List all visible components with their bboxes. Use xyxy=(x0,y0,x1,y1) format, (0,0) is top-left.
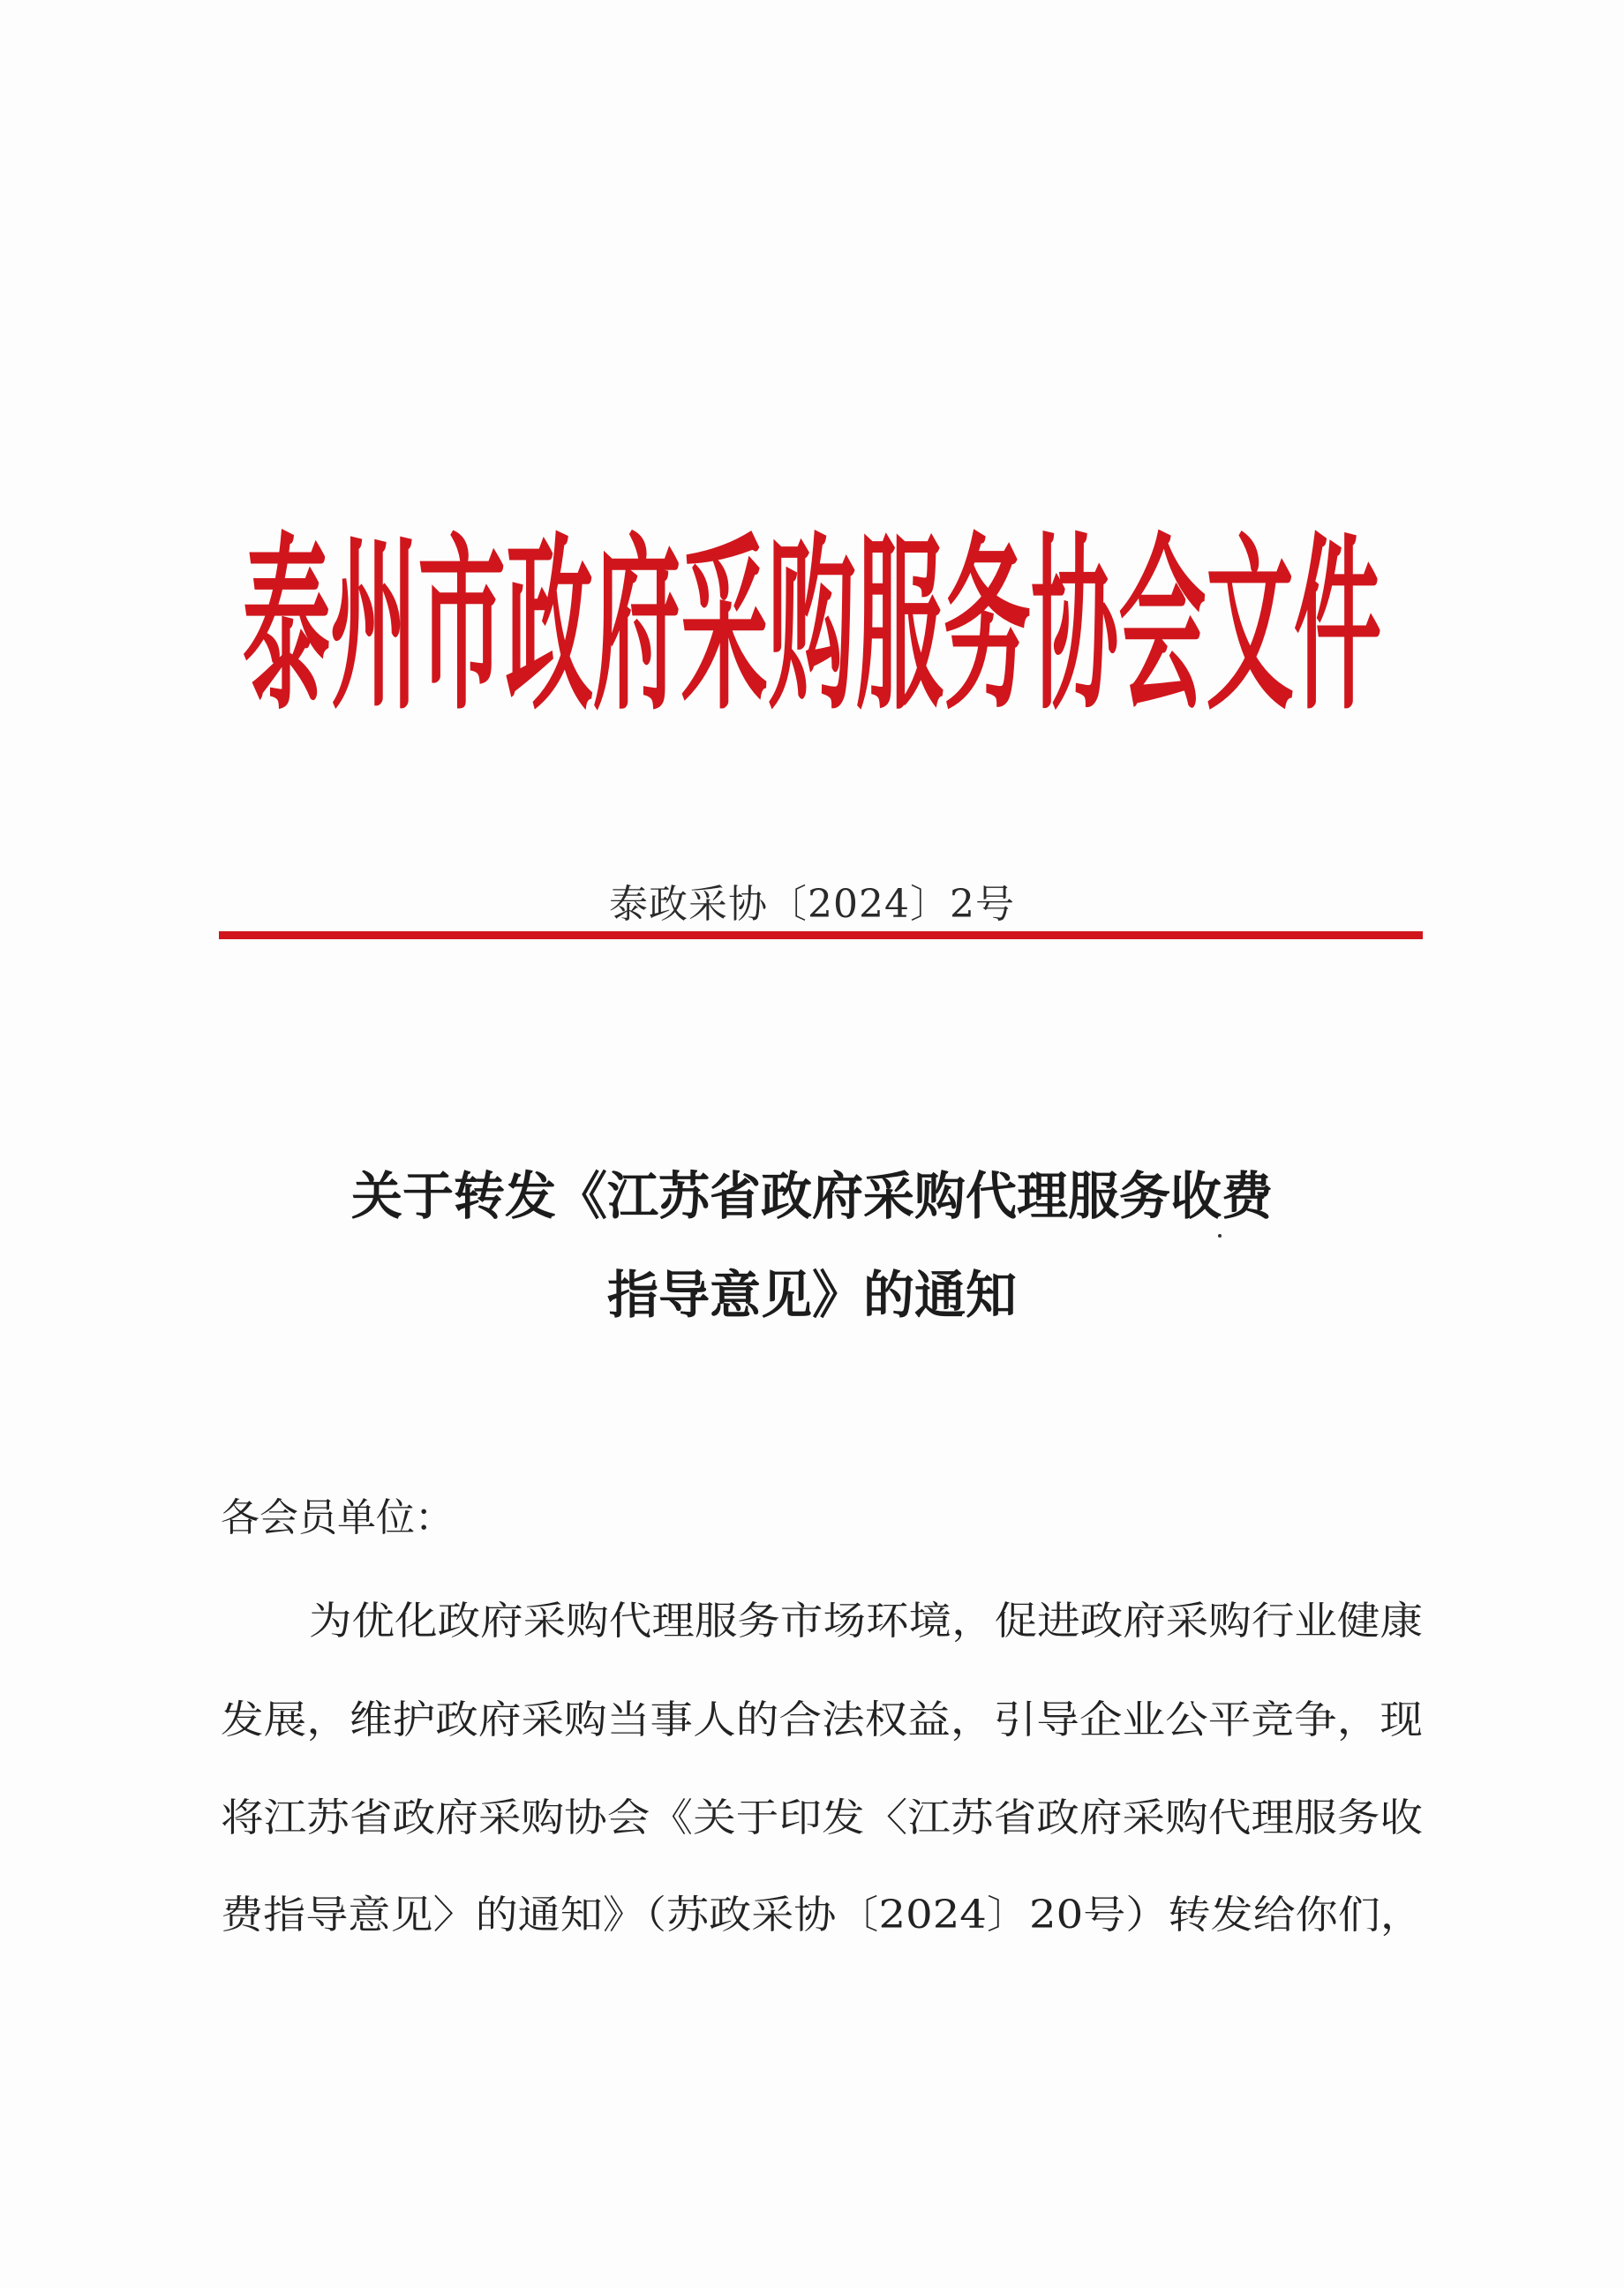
salutation: 各会员单位： xyxy=(221,1495,454,1540)
body-paragraph-line: 费指导意见〉的通知》（苏政采协〔2024〕20号）转发给你们， xyxy=(221,1893,1423,1938)
issuer-title: 泰州市政府采购服务协会文件 xyxy=(242,521,1381,733)
document-title-line-2: 指导意见》的通知 xyxy=(606,1265,1017,1325)
red-divider-line xyxy=(219,931,1423,939)
red-letterhead xyxy=(0,521,1624,733)
body-paragraph-line: 将江苏省政府采购协会《关于印发〈江苏省政府采购代理服务收 xyxy=(221,1795,1424,1840)
body-paragraph-line: 为优化政府采购代理服务市场环境，促进政府采购行业健康 xyxy=(309,1599,1424,1644)
scan-speck xyxy=(1218,1234,1222,1238)
document-number: 泰政采协〔2024〕2号 xyxy=(609,882,1015,927)
red-letterhead-svg xyxy=(225,521,1399,733)
body-paragraph-line: 发展，维护政府采购当事人的合法权益，引导企业公平竞争，现 xyxy=(221,1697,1424,1742)
document-title-line-1: 关于转发《江苏省政府采购代理服务收费 xyxy=(350,1166,1273,1226)
